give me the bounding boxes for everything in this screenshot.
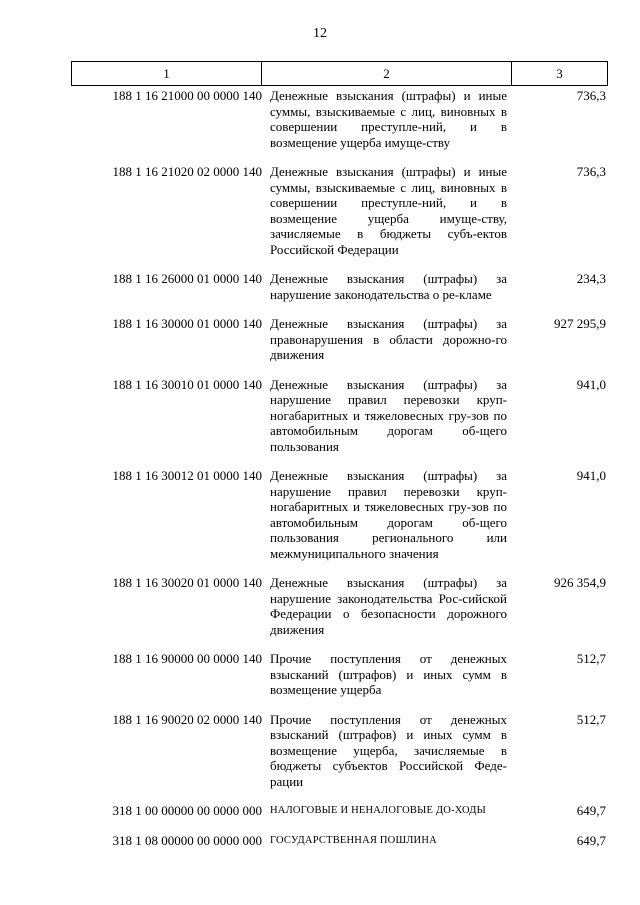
amount: 234,3 [576, 271, 606, 286]
amount: 512,7 [576, 651, 606, 666]
revenue-description: Денежные взыскания (штрафы) за правонарушения в области дорожно-го движения [270, 316, 507, 362]
table-row [71, 164, 608, 257]
page-number: 12 [313, 26, 327, 41]
budget-code: 188 1 16 21000 00 0000 140 [112, 88, 262, 103]
budget-code: 318 1 00 00000 00 0000 000 [112, 803, 262, 818]
table-row [71, 575, 608, 637]
budget-code: 188 1 16 30012 01 0000 140 [112, 468, 262, 483]
budget-code: 188 1 16 90000 00 0000 140 [112, 651, 262, 666]
budget-code: 188 1 16 21020 02 0000 140 [112, 164, 262, 179]
revenue-description: Прочие поступления от денежных взысканий (штрафов) и иных сумм в возмещение ущерба [270, 651, 507, 697]
revenue-description: Денежные взыскания (штрафы) за нарушение правил перевозки круп-ногабаритных и тяжеловесных гру-зов по автомобильным дорогам об-щего пользования регионального или межмуниципального значения [270, 468, 507, 561]
budget-code: 188 1 16 26000 01 0000 140 [112, 271, 262, 286]
amount: 926 354,9 [554, 575, 606, 590]
amount: 736,3 [576, 88, 606, 103]
amount: 512,7 [576, 711, 606, 727]
table-row [71, 271, 608, 302]
table-row [71, 712, 608, 790]
table-row [71, 377, 608, 455]
budget-code: 188 1 16 30000 01 0000 140 [112, 316, 262, 331]
revenue-description: Прочие поступления от денежных взысканий (штрафов) и иных сумм в возмещение ущерба, зачисляемые в бюджеты субъектов Российской Феде-рации [270, 711, 507, 789]
table-row [71, 88, 608, 150]
table-row [71, 803, 608, 819]
table-row [71, 468, 608, 561]
revenue-description: ГОСУДАРСТВЕННАЯ ПОШЛИНА [270, 834, 437, 846]
table-row [71, 316, 608, 363]
revenue-description: Денежные взыскания (штрафы) и иные суммы, взыскиваемые с лиц, виновных в совершении преступле-ний, и в возмещение ущерба имуще-ству [270, 88, 507, 150]
budget-code: 188 1 16 90020 02 0000 140 [112, 711, 262, 727]
budget-code: 188 1 16 30020 01 0000 140 [112, 575, 262, 590]
table-header [71, 61, 608, 86]
table-body [71, 88, 608, 862]
revenue-description: Денежные взыскания (штрафы) и иные суммы, взыскиваемые с лиц, виновных в совершении преступле-ний, и в возмещение ущерба имуще-ству, зачисляемые в бюджеты субъ-ектов Российской Федерации [270, 164, 507, 257]
amount: 941,0 [576, 376, 606, 392]
header-col-2: 2 [262, 62, 512, 85]
amount: 649,7 [576, 803, 606, 818]
header-col-3: 3 [556, 66, 563, 81]
revenue-description: Денежные взыскания (штрафы) за нарушение правил перевозки круп-ногабаритных и тяжеловесных гру-зов по автомобильным дорогам об-щего пользования [270, 376, 507, 454]
amount: 649,7 [576, 832, 606, 848]
amount: 941,0 [576, 468, 606, 483]
table-row [71, 651, 608, 698]
revenue-description: Денежные взыскания (штрафы) за нарушение законодательства о ре-кламе [270, 271, 507, 302]
amount: 927 295,9 [554, 316, 606, 331]
amount: 736,3 [576, 164, 606, 179]
budget-code: 188 1 16 30010 01 0000 140 [112, 376, 262, 392]
table-row [71, 833, 608, 849]
header-col-1: 1 [72, 62, 262, 85]
budget-code: 318 1 08 00000 00 0000 000 [112, 832, 262, 848]
revenue-description: НАЛОГОВЫЕ И НЕНАЛОГОВЫЕ ДО-ХОДЫ [270, 805, 486, 816]
revenue-description: Денежные взыскания (штрафы) за нарушение законодательства Рос-сийской Федерации о безопасности дорожного движения [270, 575, 507, 637]
